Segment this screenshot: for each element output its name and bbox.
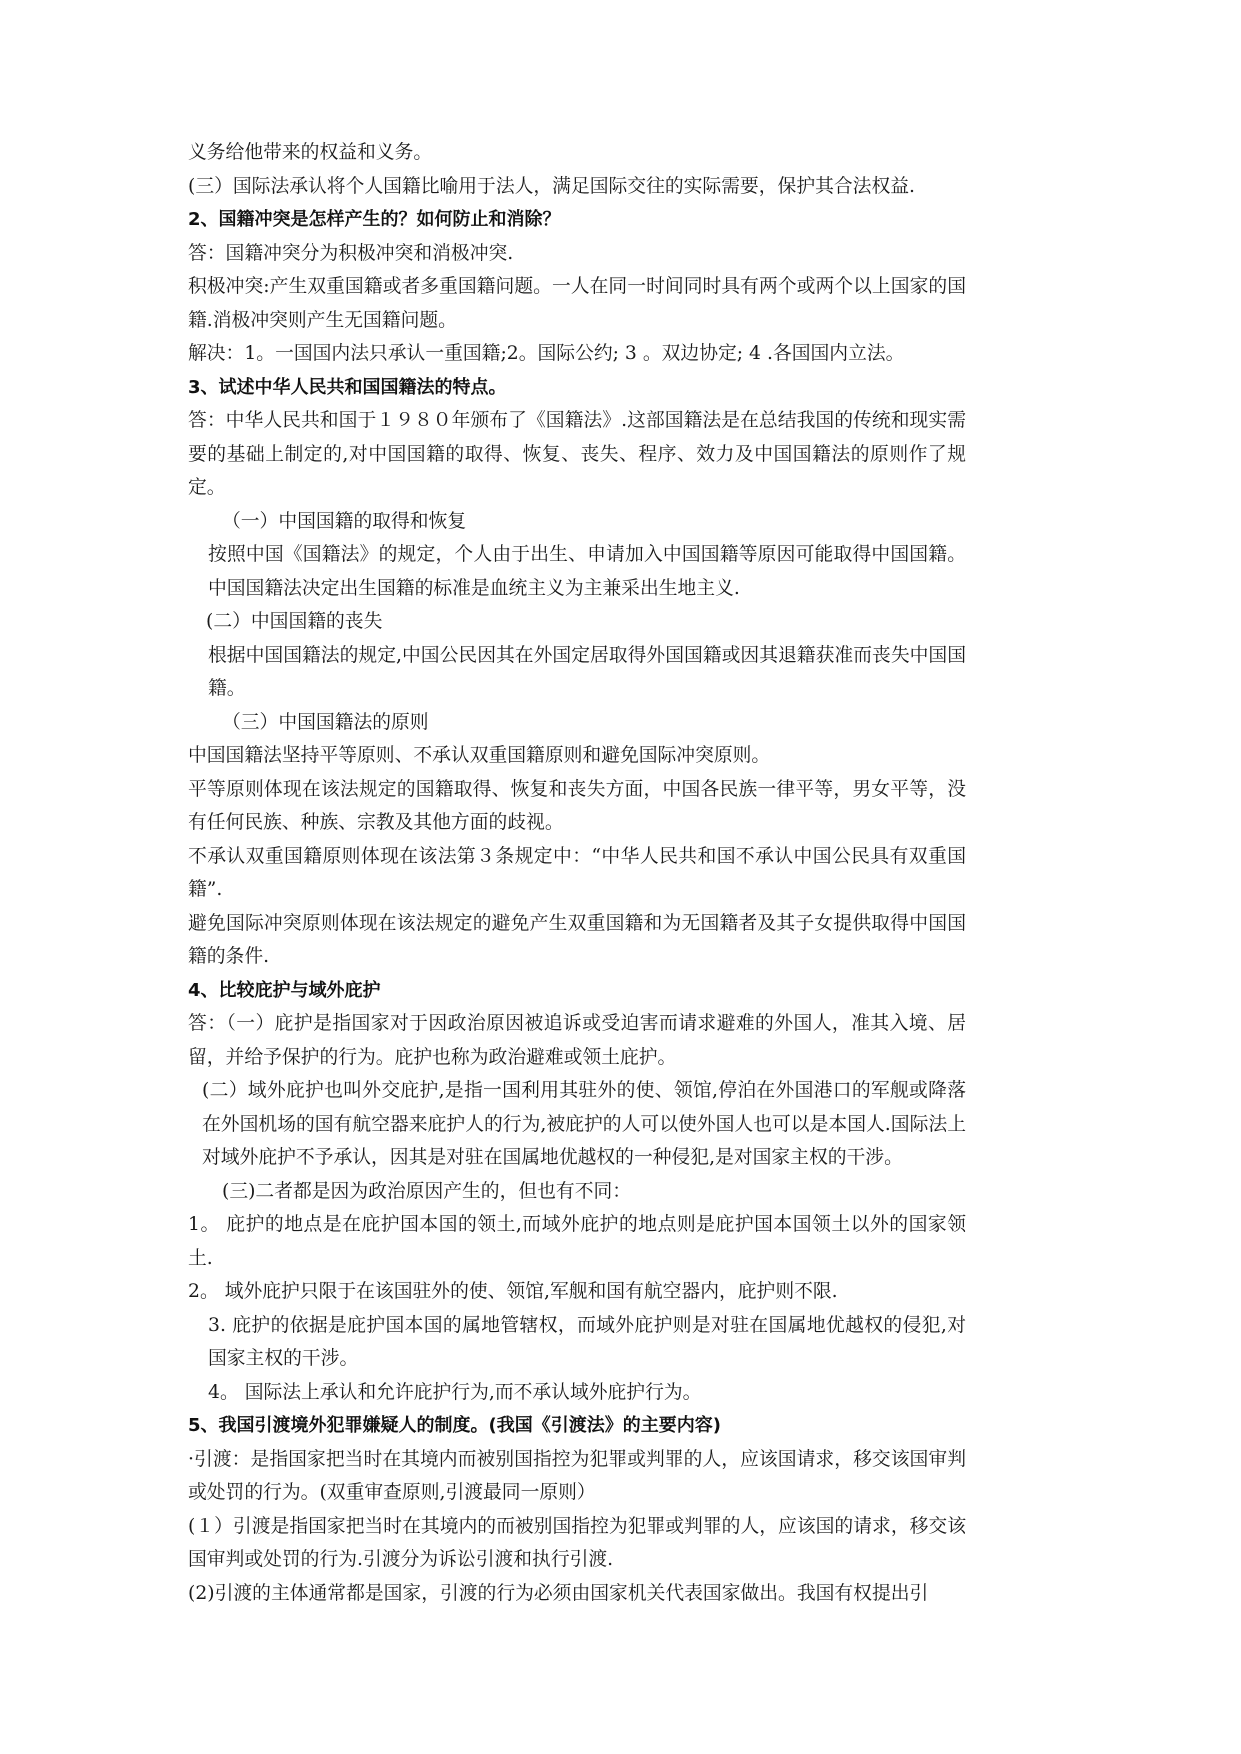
section-heading: 2、国籍冲突是怎样产生的？如何防止和消除？ (188, 209, 561, 230)
paragraph: (三）国际法承认将个人国籍比喻用于法人，满足国际交往的实际需要，保护其合法权益. (188, 175, 915, 197)
subsection-title: (二）中国国籍的丧失 (206, 611, 383, 632)
paragraph: 避免国际冲突原则体现在该法规定的避免产生双重国籍和为无国籍者及其子女提供取得中国国籍的条件. (188, 912, 966, 967)
paragraph: 答：中华人民共和国于１９８０年颁布了《国籍法》.这部国籍法是在总结我国的传统和现实需要的基础上制定的,对中国国籍的取得、恢复、丧失、程序、效力及中国国籍法的原则作了规定。 (188, 410, 966, 498)
paragraph: 义务给他带来的权益和义务。 (188, 142, 433, 163)
paragraph: 积极冲突:产生双重国籍或者多重国籍问题。一人在同一时间同时具有两个或两个以上国家的国籍.消极冲突则产生无国籍问题。 (188, 276, 966, 331)
section-heading: 3、试述中华人民共和国国籍法的特点。 (188, 376, 507, 398)
paragraph: (2)引渡的主体通常都是国家，引渡的行为必须由国家机关代表国家做出。我国有权提出引 (188, 1582, 929, 1604)
subsection-title: （三）中国国籍法的原则 (222, 711, 429, 733)
subsection-title: (三)二者都是因为政治原因产生的，但也有不同： (222, 1180, 632, 1202)
paragraph: 平等原则体现在该法规定的国籍取得、恢复和丧失方面，中国各民族一律平等，男女平等，没有任何民族、种族、宗教及其他方面的歧视。 (188, 778, 966, 833)
paragraph: 答：国籍冲突分为积极冲突和消极冲突. (188, 242, 514, 264)
list-item: 3. 庇护的依据是庇护国本国的属地管辖权，而域外庇护则是对驻在国属地优越权的侵犯,对国家主权的干涉。 (208, 1314, 966, 1369)
paragraph: ·引渡：是指国家把当时在其境内而被别国指控为犯罪或判罪的人，应该国请求，移交该国审判或处罚的行为。(双重审查原则,引渡最同一原则） (188, 1448, 966, 1503)
paragraph: 按照中国《国籍法》的规定，个人由于出生、申请加入中国国籍等原因可能取得中国国籍。中国国籍法决定出生国籍的标准是血统主义为主兼采出生地主义. (208, 544, 966, 599)
paragraph: (二）域外庇护也叫外交庇护,是指一国利用其驻外的使、领馆,停泊在外国港口的军舰或降落在外国机场的国有航空器来庇护人的行为,被庇护的人可以使外国人也可以是本国人.国际法上对域外庇护不予承认，因其是对驻在国属地优越权的一种侵犯,是对国家主权的干涉。 (202, 1080, 966, 1168)
paragraph: 解决：1。一国国内法只承认一重国籍;2。国际公约; 3 。双边协定; 4 .各国国内立法。 (188, 343, 905, 364)
paragraph: 根据中国国籍法的规定,中国公民因其在外国定居取得外国国籍或因其退籍获准而丧失中国国籍。 (208, 644, 966, 699)
list-item: 4。 国际法上承认和允许庇护行为,而不承认域外庇护行为。 (208, 1381, 702, 1403)
section-heading: 4、比较庇护与域外庇护 (188, 979, 381, 1001)
paragraph: 不承认双重国籍原则体现在该法第３条规定中：“中华人民共和国不承认中国公民具有双重国籍”. (188, 845, 966, 900)
list-item: 2。 域外庇护只限于在该国驻外的使、领馆,军舰和国有航空器内，庇护则不限. (188, 1281, 838, 1302)
list-item: 1。 庇护的地点是在庇护国本国的领土,而域外庇护的地点则是庇护国本国领土以外的国家领土. (188, 1214, 966, 1269)
document-page (188, 136, 966, 1610)
paragraph: 答：（一）庇护是指国家对于因政治原因被追诉或受迫害而请求避难的外国人，准其入境、居留，并给予保护的行为。庇护也称为政治避难或领土庇护。 (188, 1013, 966, 1068)
subsection-title: （一）中国国籍的取得和恢复 (222, 510, 467, 532)
section-heading: 5、我国引渡境外犯罪嫌疑人的制度。(我国《引渡法》的主要内容) (188, 1415, 721, 1436)
paragraph: (１）引渡是指国家把当时在其境内的而被别国指控为犯罪或判罪的人，应该国的请求，移交该国审判或处罚的行为.引渡分为诉讼引渡和执行引渡. (188, 1515, 966, 1570)
paragraph: 中国国籍法坚持平等原则、不承认双重国籍原则和避免国际冲突原则。 (188, 745, 771, 766)
